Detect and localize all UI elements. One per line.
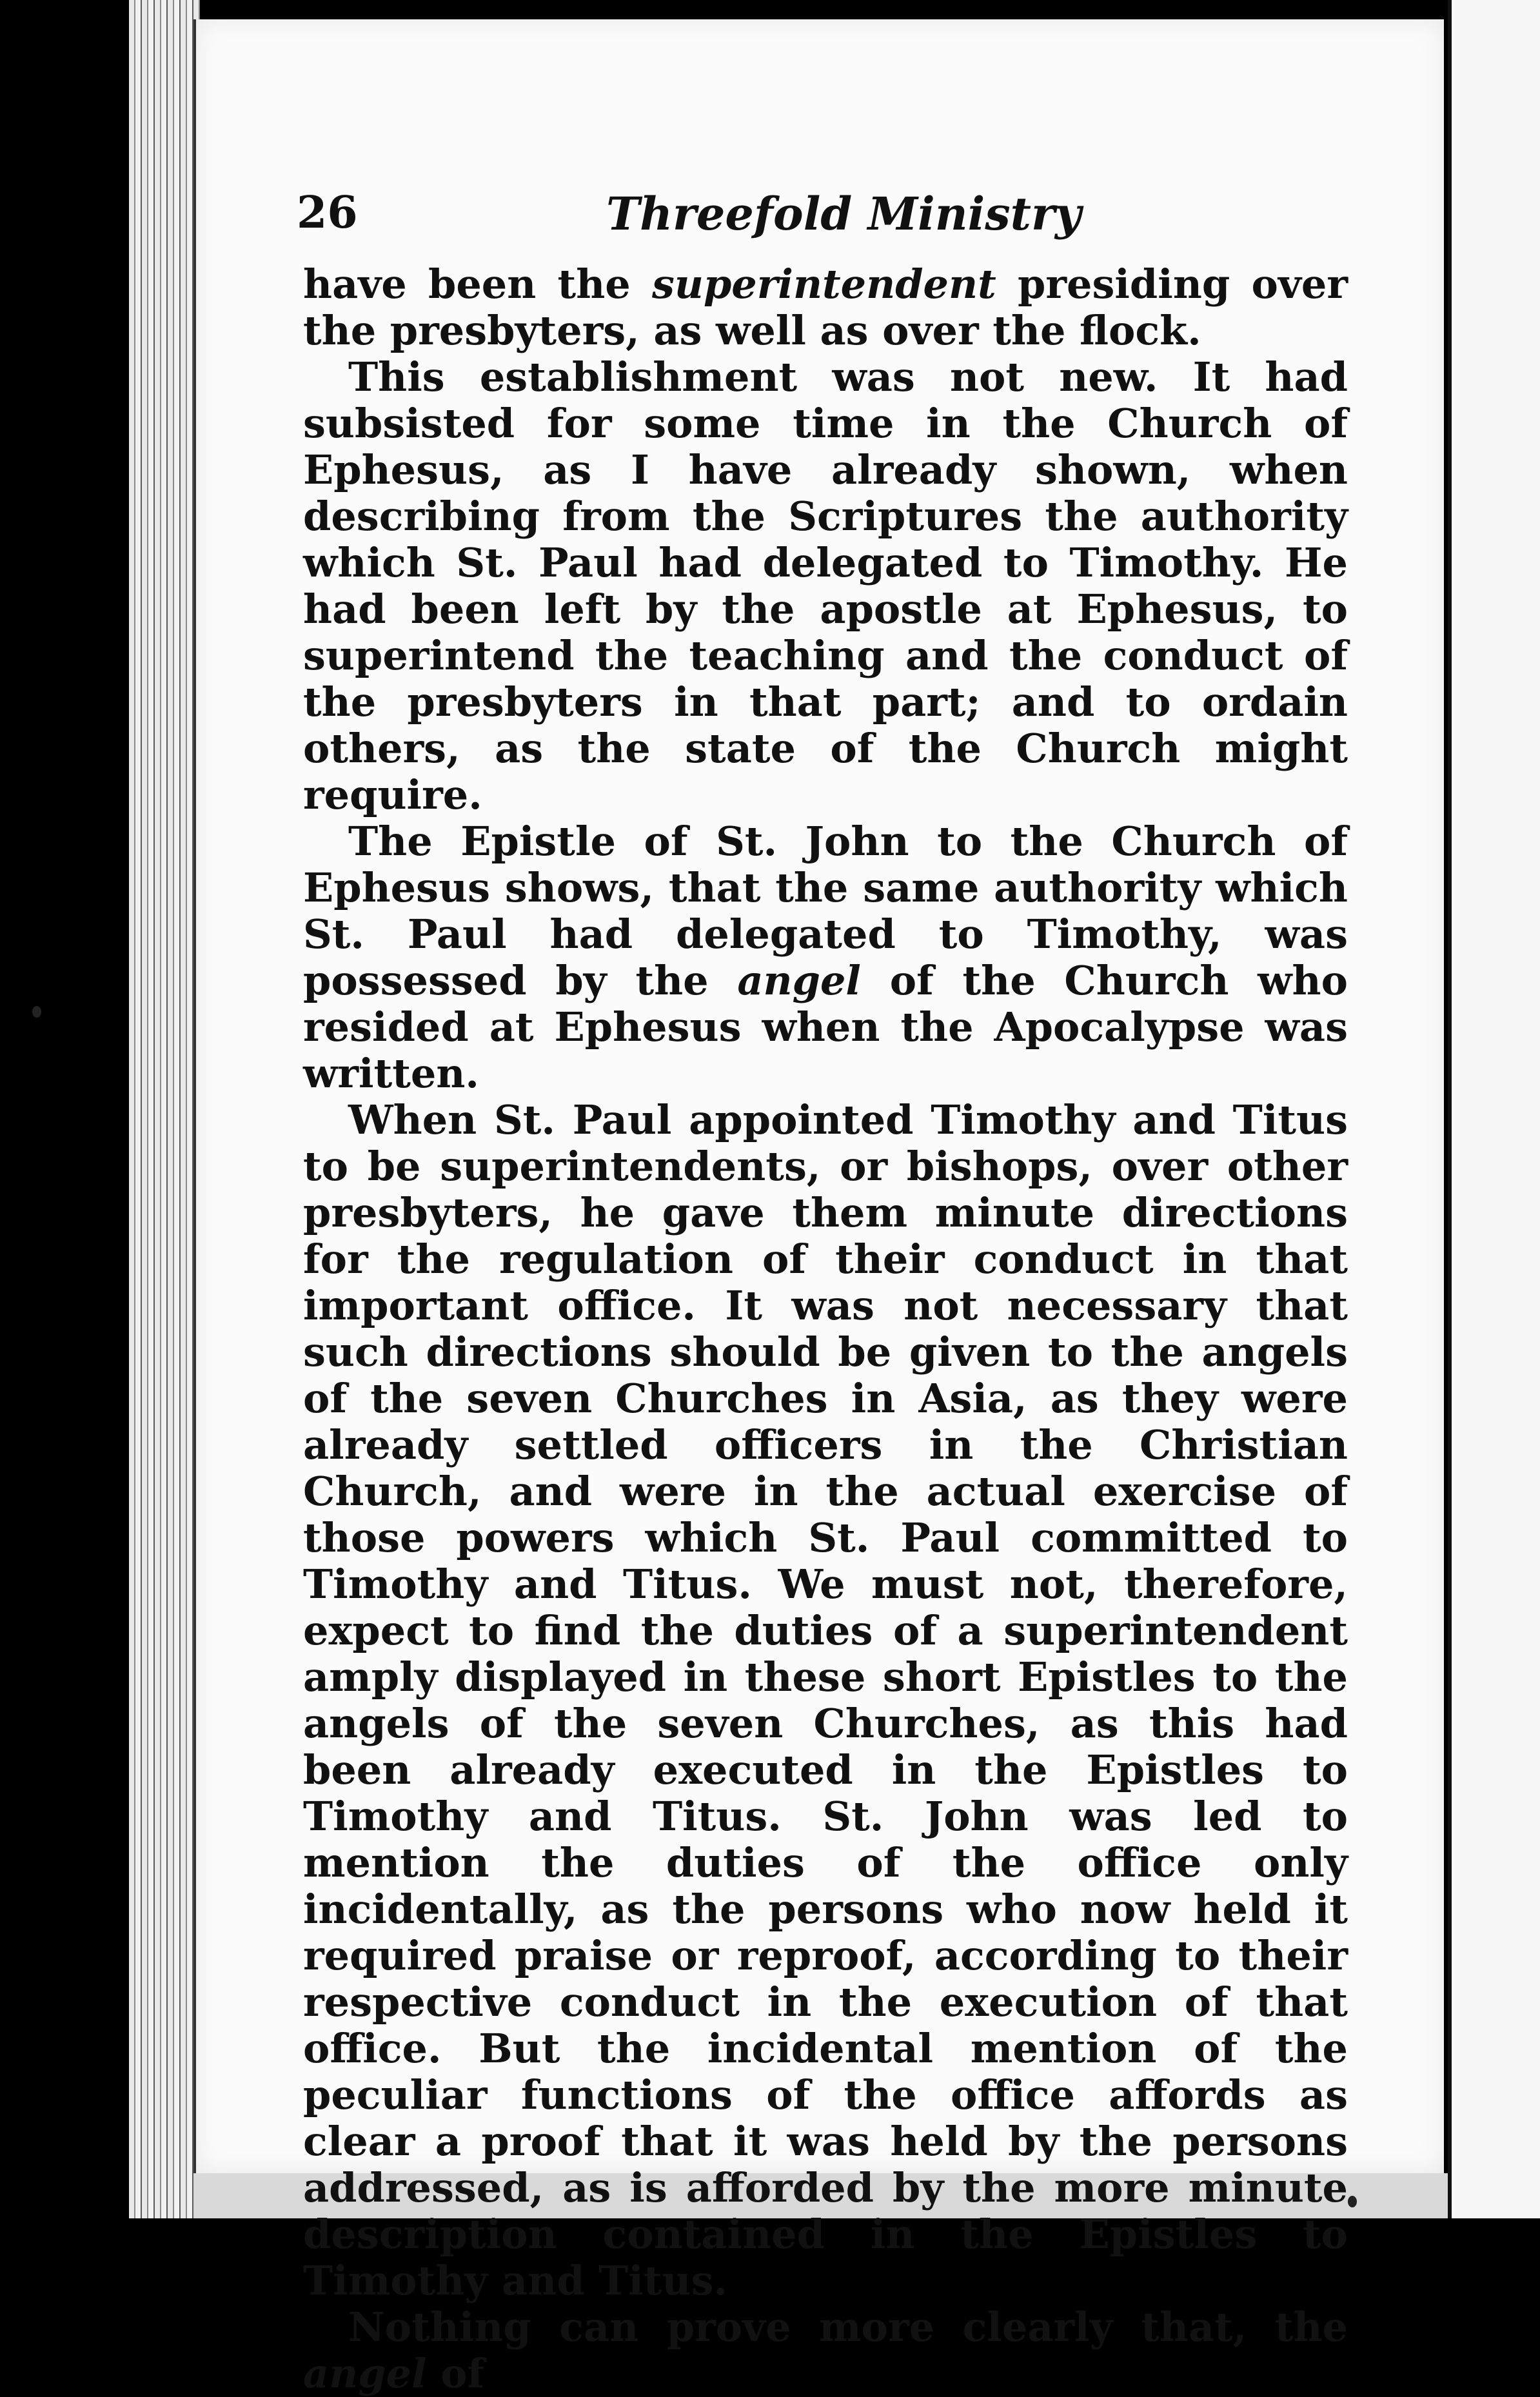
page-number: 26 <box>297 187 358 239</box>
page-edges <box>129 0 200 2218</box>
running-head <box>297 187 1335 245</box>
facing-page-edge <box>1448 0 1540 2218</box>
text-run: have been the <box>303 261 652 308</box>
text-run: Nothing can prove more clearly that, the <box>348 2303 1348 2351</box>
text-run: When St. Paul appointed Timothy and Titus to be superintendents, or bishops, over other presbyters, he gave them minute directions for the regulation of their conduct in that important office. It was not necessary that such directions should be given to the angels of the seven Churches in Asia, as they were already settled officers in the Christian Church, and were in the actual exercise of those powers which St. Paul committed to Timothy and Titus. We must not, therefore, expect to find the duties of a superintendent amply displayed in these short Epistles to the angels of the seven Churches, as this had been already executed in the Epistles to Timothy and Titus. St. John was led to mention the duties of the office only incidentally, as the persons who now held it required praise or reproof, according to their respective conduct in the execution of that office. But the incidental mention of the peculiar functions of the office affords as clear a proof that it was held by the persons addressed, as is afforded by the more minute description contained in the Epistles to Timothy and Titus. <box>303 1096 1348 2304</box>
text-run: of the Church who resided at Ephesus when the Apocalypse was written. <box>303 957 1348 1097</box>
paragraph <box>303 1097 1348 2304</box>
paragraph <box>303 818 1348 1097</box>
italic-text: angel <box>737 957 861 1004</box>
scan-speck <box>1348 2196 1357 2207</box>
paragraph <box>303 354 1348 818</box>
text-run: of <box>426 2350 485 2397</box>
paragraph <box>303 261 1348 354</box>
italic-text: angel <box>303 2350 427 2397</box>
running-title: Threefold Ministry <box>606 187 1081 241</box>
scan-speck <box>32 1006 41 1018</box>
paragraph <box>303 2304 1348 2397</box>
italic-text: superintendent <box>651 261 996 308</box>
text-run: presiding over the presbyters, as well as over the flock. <box>303 261 1348 354</box>
body-text <box>303 261 1348 2397</box>
text-run: The Epistle of St. John to the Church of Ephesus shows, that the same authority which St. Paul had delegated to Timothy, was possessed by the <box>303 818 1348 1004</box>
text-run: This establishment was not new. It had subsisted for some time in the Church of Ephesus, as I have already shown, when describing from the Scriptures the authority which St. Paul had delegated to Timothy. He had been left by the apostle at Ephesus, to superintend the teaching and the conduct of the presbyters in that part; and to ordain others, as the state of the Church might require. <box>303 353 1348 818</box>
